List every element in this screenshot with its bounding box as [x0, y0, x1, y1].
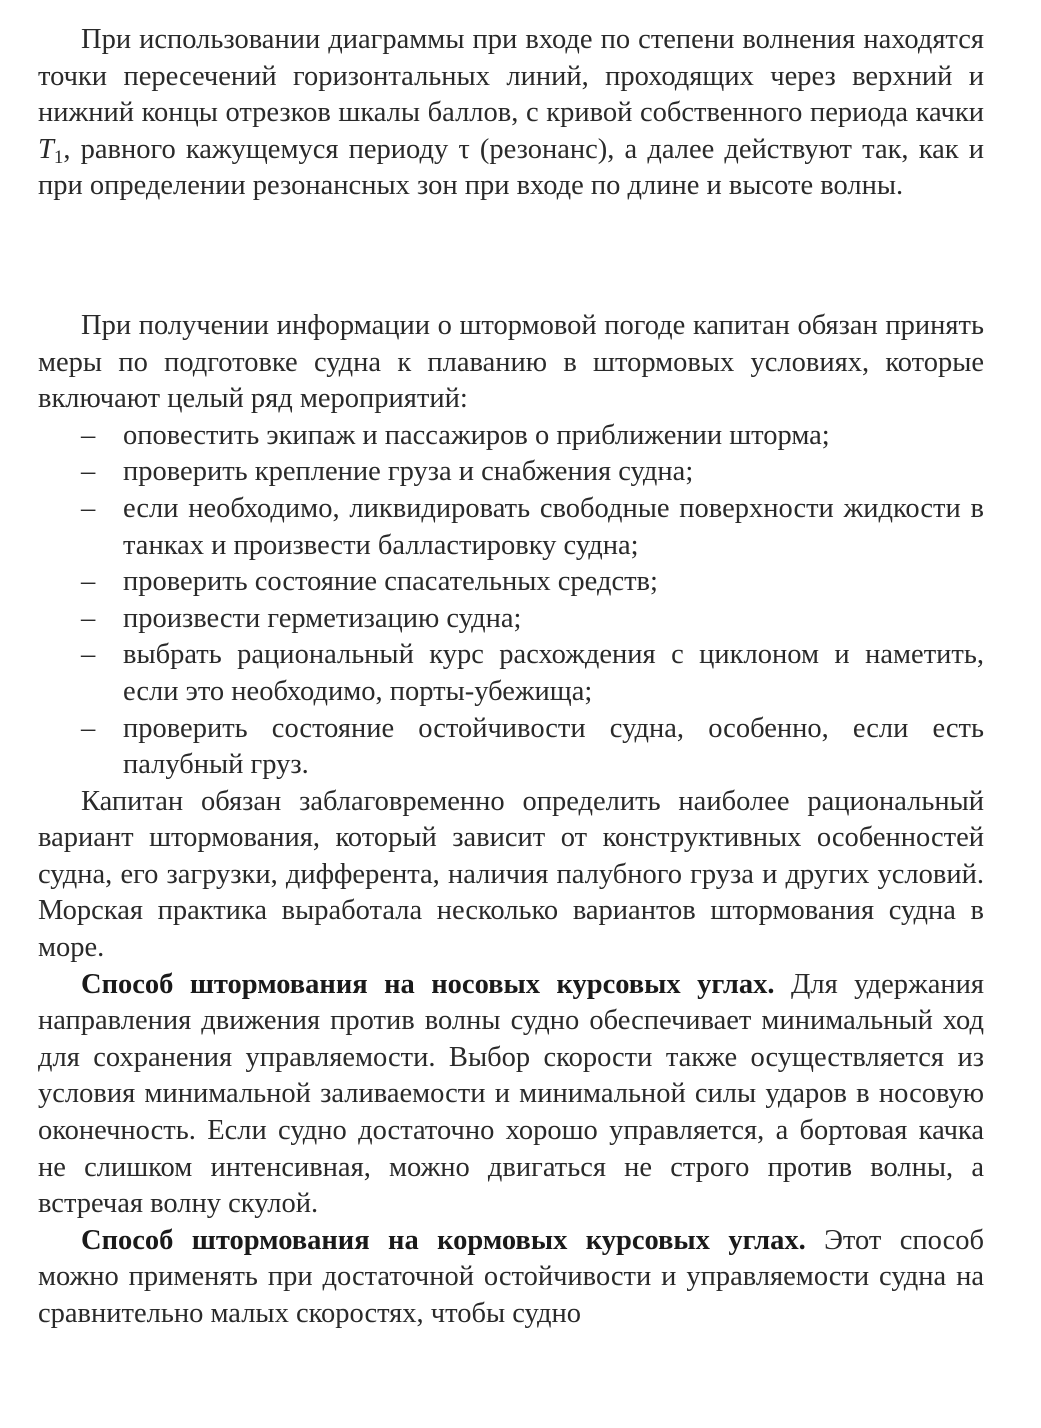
measures-list [38, 418, 984, 784]
paragraph-storm-preparation: При получении информации о штормовой погоде капитан обязан принять меры по подготовке судна к плаванию в штормовых условиях, которые включают целый ряд мероприятий: [38, 309, 984, 415]
paragraph-storm-variants: Капитан обязан заблаговременно определить наиболее рациональный вариант штормования, который зависит от конструктивных особенностей судна, его загрузки, дифферента, наличия палубного груза и других условий. Морская практика выработала несколько вариантов штормования судна в море. [38, 785, 984, 964]
dash-marker: – [81, 602, 96, 634]
dash-marker: – [81, 712, 96, 744]
dash-marker: – [81, 492, 96, 524]
period-symbol: T [38, 133, 54, 165]
list-item [38, 491, 984, 564]
list-item-text: произвести герметизацию судна; [123, 602, 522, 634]
list-item-text: оповестить экипаж и пассажиров о приближении шторма; [123, 419, 830, 451]
list-item-text: проверить состояние остойчивости судна, особенно, если есть палубный груз. [123, 712, 984, 781]
document-page [38, 22, 984, 1333]
list-item-text: проверить крепление груза и снабжения судна; [123, 456, 694, 488]
list-item [38, 637, 984, 710]
list-item [38, 711, 984, 784]
list-item-text: проверить состояние спасательных средств; [123, 566, 658, 598]
paragraph-stern-heading-method [38, 1223, 984, 1333]
list-item-text: выбрать рациональный курс расхождения с циклоном и наметить, если это необходимо, порты-убежища; [123, 639, 984, 707]
list-item [38, 601, 984, 638]
dash-marker: – [81, 639, 96, 671]
paragraph-text: Для удержания направления движения против волны судно обеспечивает минимальный ход для сохранения управляемости. Выбор скорости также осуществляется из условия минимальной заливаемости и минимальной силы ударов в носовую оконечность. Если судно достаточно хорошо управляется, а бортовая качка не слишком интенсивная, можно двигаться не строго против волны, а встречая волну скулой. [38, 968, 984, 1220]
paragraph-text: Этот способ можно применять при достаточной остойчивости и управляемости судна на сравнительно малых скоростях, чтобы судно [38, 1224, 985, 1329]
list-item [38, 564, 984, 601]
run-in-heading: Способ штормования на носовых курсовых углах. [81, 968, 775, 1000]
period-subscript: 1 [53, 146, 64, 168]
dash-marker: – [81, 419, 96, 451]
dash-marker: – [81, 456, 96, 488]
paragraph-resonance-diagram [38, 22, 984, 205]
list-item [38, 454, 984, 491]
run-in-heading: Способ штормования на кормовых курсовых углах. [81, 1224, 806, 1256]
list-item-text: если необходимо, ликвидировать свободные поверхности жидкости в танках и произвести балластировку судна; [123, 492, 984, 561]
section-gap [38, 205, 984, 308]
dash-marker: – [81, 566, 96, 598]
list-item [38, 418, 984, 455]
paragraph-text: При использовании диаграммы при входе по степени волнения находятся точки пересечений горизонтальных линий, проходящих через верхний и нижний концы отрезков шкалы баллов, с кривой собственного периода качки [38, 24, 984, 129]
paragraph-text-continued: , равного кажущемуся периоду τ (резонанс), а далее действуют так, как и при определении резонансных зон при входе по длине и высоте волны. [38, 133, 984, 202]
paragraph-bow-heading-method [38, 967, 984, 1223]
